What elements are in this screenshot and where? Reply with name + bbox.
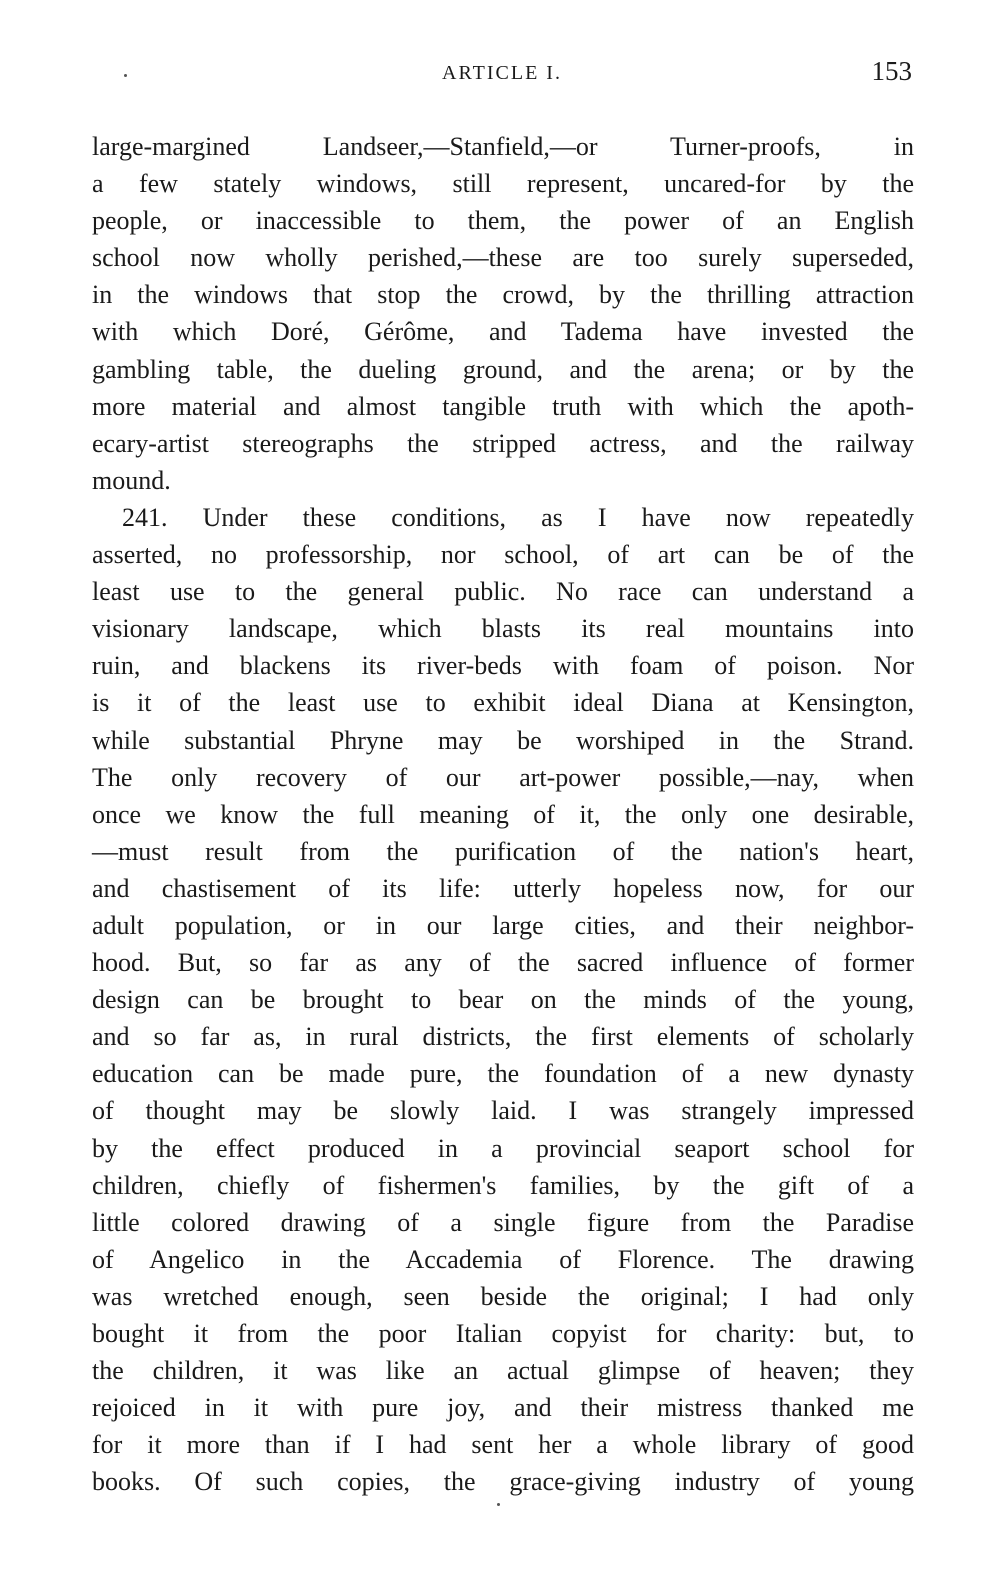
text-line: little colored drawing of a single figure from the Paradise (92, 1207, 914, 1237)
text-line: —must result from the purification of the nation's heart, (92, 836, 914, 866)
print-speck (497, 1503, 500, 1506)
text-line: of thought may be slowly laid. I was strangely impressed (92, 1096, 914, 1126)
text-line: of Angelico in the Accademia of Florence. The drawing (92, 1244, 914, 1274)
text-line: the children, it was like an actual glimpse of heaven; they (92, 1356, 914, 1386)
text-line: more material and almost tangible truth with which the apoth- (92, 391, 914, 421)
text-line: a few stately windows, still represent, uncared-for by the (92, 169, 914, 199)
body-text (92, 128, 914, 1500)
text-line: design can be brought to bear on the minds of the young, (92, 985, 914, 1015)
text-line: with which Doré, Gérôme, and Tadema have invested the (92, 317, 914, 347)
text-line: while substantial Phryne may be worshiped in the Strand. (92, 725, 914, 755)
text-line: visionary landscape, which blasts its real mountains into (92, 614, 914, 644)
text-line: by the effect produced in a provincial seaport school for (92, 1133, 914, 1163)
text-line: school now wholly perished,—these are too surely superseded, (92, 243, 914, 273)
text-line: and so far as, in rural districts, the first elements of scholarly (92, 1022, 914, 1052)
text-line: people, or inaccessible to them, the power of an English (92, 206, 914, 236)
print-speck (124, 74, 127, 77)
text-line: mound. (92, 465, 171, 495)
paragraph-start-line: 241. Under these conditions, as I have now repeatedly (122, 502, 914, 532)
text-line: gambling table, the dueling ground, and the arena; or by the (92, 354, 914, 384)
text-line: large-margined Landseer,—Stanfield,—or Turner-proofs, in (92, 132, 914, 161)
text-line: least use to the general public. No race can understand a (92, 577, 914, 607)
text-line: once we know the full meaning of it, the only one desirable, (92, 799, 914, 829)
text-line: rejoiced in it with pure joy, and their mistress thanked me (92, 1393, 914, 1423)
text-line: children, chiefly of fishermen's families, by the gift of a (92, 1170, 914, 1200)
text-line: for it more than if I had sent her a whole library of good (92, 1430, 914, 1460)
text-line: was wretched enough, seen beside the original; I had only (92, 1281, 914, 1311)
text-line: hood. But, so far as any of the sacred influence of former (92, 948, 914, 978)
text-line: The only recovery of our art-power possible,—nay, when (92, 762, 914, 792)
text-line: education can be made pure, the foundation of a new dynasty (92, 1059, 914, 1089)
text-line: ecary-artist stereographs the stripped actress, and the railway (92, 428, 914, 458)
running-title: ARTICLE I. (442, 62, 562, 84)
text-line: books. Of such copies, the grace-giving industry of young (92, 1467, 914, 1497)
text-line: in the windows that stop the crowd, by the thrilling attraction (92, 280, 914, 310)
text-line: asserted, no professorship, nor school, of art can be of the (92, 540, 914, 570)
text-line: and chastisement of its life: utterly hopeless now, for our (92, 873, 914, 903)
text-line: ruin, and blackens its river-beds with foam of poison. Nor (92, 651, 914, 681)
text-line: is it of the least use to exhibit ideal Diana at Kensington, (92, 688, 914, 718)
page-number: 153 (871, 56, 912, 86)
running-head (92, 56, 912, 96)
text-line: adult population, or in our large cities, and their neighbor- (92, 910, 914, 940)
text-line: bought it from the poor Italian copyist for charity: but, to (92, 1319, 914, 1348)
